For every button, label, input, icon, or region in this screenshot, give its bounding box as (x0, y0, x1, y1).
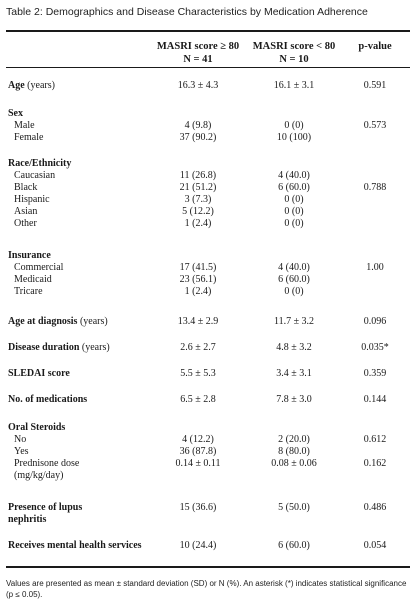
cell-male-high: 4 (9.8) (184, 120, 212, 131)
row-label-commercial: Commercial (14, 262, 64, 273)
header-masri-low-line2: N = 10 (279, 54, 309, 65)
cell-sledai-high: 5.5 ± 5.3 (180, 368, 216, 379)
cell-male-low: 0 (0) (284, 120, 304, 131)
label-text: Age (8, 80, 25, 91)
cell-caucasian-high: 11 (26.8) (179, 170, 217, 181)
row-label-lupus-nephritis: Presence of lupus nephritis (8, 502, 83, 525)
cell-female-low: 10 (100) (276, 132, 312, 143)
bottom-rule (6, 566, 410, 568)
header-p-value: p-value (358, 41, 392, 52)
cell-mental-p: 0.054 (363, 540, 387, 551)
label-text: Age at diagnosis (8, 316, 78, 327)
cell-age-diagnosis-low: 11.7 ± 3.2 (273, 316, 315, 327)
label-unit: (years) (27, 80, 55, 91)
cell-steroids-yes-low: 8 (80.0) (278, 446, 310, 457)
label-unit: (years) (81, 342, 110, 353)
cell-sledai-low: 3.4 ± 3.1 (276, 368, 312, 379)
cell-steroids-yes-high: 36 (87.8) (179, 446, 217, 457)
cell-sex-p: 0.573 (363, 120, 387, 131)
header-rule (6, 67, 410, 68)
row-label-age (8, 80, 55, 92)
cell-tricare-low: 0 (0) (284, 286, 304, 297)
row-label-age-diagnosis (8, 316, 108, 328)
cell-age-p: 0.591 (363, 80, 387, 91)
cell-hispanic-low: 0 (0) (284, 194, 304, 205)
header-masri-high (150, 40, 246, 66)
table-footnote: Values are presented as mean ± standard deviation (SD) or N (%). An asterisk (*) indicates statistical significance (p ≤ 0.05). (6, 579, 407, 599)
row-label-medications: No. of medications (8, 394, 88, 405)
header-masri-low (246, 40, 342, 66)
section-race: Race/Ethnicity (8, 158, 72, 169)
cell-caucasian-low: 4 (40.0) (278, 170, 310, 181)
cell-age-high: 16.3 ± 4.3 (177, 80, 219, 91)
cell-other-low: 0 (0) (284, 218, 304, 229)
section-insurance: Insurance (8, 250, 51, 261)
cell-tricare-high: 1 (2.4) (184, 286, 212, 297)
cell-duration-p: 0.035* (361, 342, 389, 353)
row-label-other: Other (14, 218, 37, 229)
row-label-medicaid: Medicaid (14, 274, 52, 285)
cell-meds-p: 0.144 (363, 394, 387, 405)
cell-lupus-low: 5 (50.0) (278, 502, 310, 513)
row-label-sledai: SLEDAI score (8, 368, 70, 379)
row-label-male: Male (14, 120, 35, 131)
cell-age-low: 16.1 ± 3.1 (273, 80, 315, 91)
label-text: Disease duration (8, 342, 80, 353)
cell-prednisone-high: 0.14 ± 0.11 (175, 458, 221, 469)
cell-commercial-low: 4 (40.0) (278, 262, 310, 273)
cell-commercial-high: 17 (41.5) (179, 262, 217, 273)
row-label-asian: Asian (14, 206, 38, 217)
cell-duration-low: 4.8 ± 3.2 (276, 342, 312, 353)
cell-insurance-p: 1.00 (366, 262, 384, 273)
row-label-steroids-yes: Yes (14, 446, 29, 457)
cell-prednisone-low: 0.08 ± 0.06 (271, 458, 317, 469)
header-masri-low-line1: MASRI score < 80 (252, 41, 336, 52)
top-rule (6, 30, 410, 32)
cell-race-p: 0.788 (363, 182, 387, 193)
cell-medicaid-high: 23 (56.1) (179, 274, 217, 285)
cell-age-diagnosis-high: 13.4 ± 2.9 (177, 316, 219, 327)
cell-asian-low: 0 (0) (284, 206, 304, 217)
cell-prednisone-p: 0.162 (363, 458, 387, 469)
cell-steroids-p: 0.612 (363, 434, 387, 445)
cell-meds-low: 7.8 ± 3.0 (276, 394, 312, 405)
cell-asian-high: 5 (12.2) (182, 206, 214, 217)
cell-hispanic-high: 3 (7.3) (184, 194, 212, 205)
row-label-hispanic: Hispanic (14, 194, 50, 205)
cell-lupus-high: 15 (36.6) (179, 502, 217, 513)
header-masri-high-line2: N = 41 (183, 54, 213, 65)
label-unit: (years) (79, 316, 108, 327)
cell-steroids-no-low: 2 (20.0) (278, 434, 310, 445)
row-label-disease-duration (8, 342, 110, 354)
cell-duration-high: 2.6 ± 2.7 (180, 342, 216, 353)
cell-other-high: 1 (2.4) (184, 218, 212, 229)
cell-mental-high: 10 (24.4) (179, 540, 217, 551)
row-label-caucasian: Caucasian (14, 170, 56, 181)
cell-age-diagnosis-p: 0.096 (363, 316, 387, 327)
row-label-prednisone-dose: Prednisone dose (mg/kg/day) (14, 458, 80, 481)
row-label-black: Black (14, 182, 38, 193)
cell-black-high: 21 (51.2) (179, 182, 217, 193)
cell-lupus-p: 0.486 (363, 502, 387, 513)
cell-steroids-no-high: 4 (12.2) (182, 434, 214, 445)
cell-mental-low: 6 (60.0) (278, 540, 310, 551)
row-label-mental-health: Receives mental health services (8, 540, 142, 551)
cell-sledai-p: 0.359 (363, 368, 387, 379)
section-sex: Sex (8, 108, 23, 119)
row-label-tricare: Tricare (14, 286, 43, 297)
cell-meds-high: 6.5 ± 2.8 (180, 394, 216, 405)
row-label-steroids-no: No (14, 434, 27, 445)
table-caption: Table 2: Demographics and Disease Characteristics by Medication Adherence (6, 6, 368, 18)
header-masri-high-line1: MASRI score ≥ 80 (156, 41, 240, 52)
row-label-female: Female (14, 132, 44, 143)
cell-medicaid-low: 6 (60.0) (278, 274, 310, 285)
cell-female-high: 37 (90.2) (179, 132, 217, 143)
cell-black-low: 6 (60.0) (278, 182, 310, 193)
section-oral-steroids: Oral Steroids (8, 422, 66, 433)
